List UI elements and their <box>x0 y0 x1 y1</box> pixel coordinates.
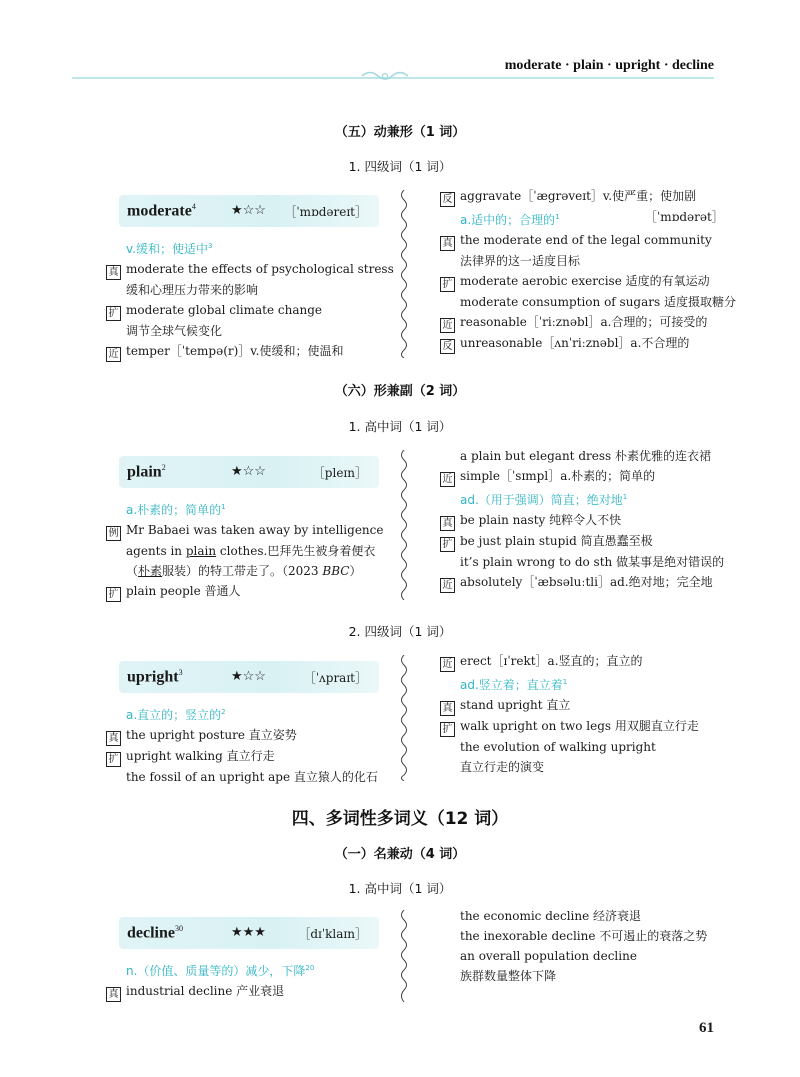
entry-header-plain <box>119 456 379 488</box>
frequency-stars: ★☆☆ <box>231 669 266 684</box>
tag-jin: 近 <box>106 347 121 362</box>
synonym-line: 近 simple［ˈsɪmpl］a.朴素的；简单的 <box>440 466 730 487</box>
tag-fan: 反 <box>440 192 455 207</box>
entry-body-upright-right <box>440 651 730 777</box>
example-line: 例 Mr Babaei was taken away by intelligence <box>106 520 396 541</box>
headword: moderate$^4$ <box>127 202 196 220</box>
column-divider <box>398 450 410 600</box>
pronunciation: ［ˈmɒdəreɪt］ <box>284 205 367 219</box>
example-line: 真 the upright posture 直立姿势 <box>106 725 396 746</box>
sense-label: v.缓和；使适中$^3$ <box>126 242 213 256</box>
example-line: 真 stand upright 直立 <box>440 695 730 716</box>
chapter-heading: 四、多词性多词义（12 词） <box>291 809 509 829</box>
example-line: moderate consumption of sugars 适度摄取糖分 <box>460 295 736 309</box>
example-line: 真 the moderate end of the legal community <box>440 230 730 251</box>
example-line: 扩 upright walking 直立行走 <box>106 746 396 767</box>
frequency-stars: ★☆☆ <box>231 464 266 479</box>
entry-body-moderate-right <box>440 186 736 354</box>
page-number: 61 <box>699 1020 714 1036</box>
example-line: the inexorable decline 不可遏止的衰落之势 <box>460 929 708 943</box>
sense-label: ad.（用于强调）简直；绝对地$^1$ <box>460 493 628 507</box>
entry-body-decline-right <box>440 906 730 986</box>
entry-body-upright-left <box>106 702 396 787</box>
tag-jin: 近 <box>440 318 455 333</box>
section-heading: （六）形兼副（2 词） <box>334 384 466 399</box>
entry-header-upright <box>119 661 379 693</box>
entry-body-moderate-left <box>106 236 396 362</box>
tag-kuo: 扩 <box>106 752 121 767</box>
example-line: the evolution of walking upright <box>460 740 656 754</box>
tag-zhen: 真 <box>106 731 121 746</box>
pronunciation: ［ˈmɒdərət］ <box>645 210 724 224</box>
pronunciation: ［pleɪn］ <box>312 466 367 480</box>
subsection-heading: 1. 高中词（1 词） <box>348 419 452 434</box>
section-heading: （一）名兼动（4 词） <box>334 847 466 862</box>
antonym-line: 反 aggravate［ˈægrəveɪt］v.使严重；使加剧 <box>440 186 730 207</box>
header-ornament <box>360 68 410 84</box>
sense-label: n.（价值、质量等的）减少，下降$^{20}$ <box>126 964 315 978</box>
example-line: 扩 moderate global climate change <box>106 300 396 321</box>
example-line: agents in plain clothes.巴拜先生被身着便衣 <box>126 544 376 558</box>
tag-jin: 近 <box>440 578 455 593</box>
section-heading: （五）动兼形（1 词） <box>334 125 466 140</box>
example-line: 真 moderate the effects of psychological stress <box>106 259 396 280</box>
tag-zhen: 真 <box>106 987 121 1002</box>
column-divider <box>398 655 410 781</box>
example-line: 扩 plain people 普通人 <box>106 581 396 602</box>
example-line: it’s plain wrong to do sth 做某事是绝对错误的 <box>460 555 725 569</box>
tag-jin: 近 <box>440 472 455 487</box>
tag-kuo: 扩 <box>106 587 121 602</box>
running-header: moderate · plain · upright · decline <box>504 58 714 73</box>
pronunciation: ［dɪˈklaɪn］ <box>298 927 367 941</box>
entry-body-plain-left <box>106 497 396 602</box>
example-line: 扩 be just plain stupid 简直愚蠢至极 <box>440 531 730 552</box>
synonym-line: 近 reasonable［ˈriːznəbl］a.合理的；可接受的 <box>440 312 730 333</box>
tag-kuo: 扩 <box>440 277 455 292</box>
translation-line: （朴素服装）的特工带走了。（2023 BBC） <box>126 564 362 578</box>
tag-kuo: 扩 <box>106 306 121 321</box>
translation-line: 缓和心理压力带来的影响 <box>126 283 259 297</box>
synonym-line: 近 absolutely［ˈæbsəluːtli］ad.绝对地；完全地 <box>440 572 730 593</box>
entry-header-decline <box>119 917 379 949</box>
example-line: 真 industrial decline 产业衰退 <box>106 981 396 1002</box>
subsection-heading: 2. 四级词（1 词） <box>348 624 452 639</box>
tag-fan: 反 <box>440 339 455 354</box>
sense-label: a.直立的；竖立的$^2$ <box>126 708 226 722</box>
sense-label: a.适中的；合理的$^1$ ［ˈmɒdərət］ <box>440 207 730 230</box>
example-line: 扩 moderate aerobic exercise 适度的有氧运动 <box>440 271 730 292</box>
headword: upright$^3$ <box>127 668 183 686</box>
entry-body-plain-right <box>440 446 730 593</box>
sense-label: a.朴素的；简单的$^1$ <box>126 503 226 517</box>
subsection-heading: 1. 四级词（1 词） <box>348 159 452 174</box>
example-line: 扩 walk upright on two legs 用双腿直立行走 <box>440 716 730 737</box>
entry-header-moderate <box>119 195 379 227</box>
tag-jin: 近 <box>440 657 455 672</box>
translation-line: 调节全球气候变化 <box>126 324 223 338</box>
tag-kuo: 扩 <box>440 537 455 552</box>
frequency-stars: ★★★ <box>231 925 266 940</box>
example-line: 真 be plain nasty 纯粹令人不快 <box>440 510 730 531</box>
translation-line: 法律界的这一适度目标 <box>460 254 581 268</box>
frequency-stars: ★☆☆ <box>231 203 266 218</box>
tag-zhen: 真 <box>440 516 455 531</box>
tag-kuo: 扩 <box>440 722 455 737</box>
sense-label: ad.竖立着；直立着$^1$ <box>460 678 568 692</box>
headword: decline$^{30}$ <box>127 924 183 942</box>
synonym-line: 近 erect［ɪˈrekt］a.竖直的；直立的 <box>440 651 730 672</box>
antonym-line: 反 unreasonable［ʌnˈriːznəbl］a.不合理的 <box>440 333 730 354</box>
tag-zhen: 真 <box>106 265 121 280</box>
entry-body-decline-left <box>106 958 396 1002</box>
column-divider <box>398 190 410 358</box>
synonym-line: 近 temper［ˈtempə(r)］v.使缓和；使温和 <box>106 341 396 362</box>
tag-zhen: 真 <box>440 701 455 716</box>
translation-line: 直立行走的演变 <box>460 760 545 774</box>
column-divider <box>398 910 410 1002</box>
tag-zhen: 真 <box>440 236 455 251</box>
translation-line: 族群数量整体下降 <box>460 969 557 983</box>
headword: plain$^2$ <box>127 463 166 481</box>
example-line: the economic decline 经济衰退 <box>460 909 642 923</box>
example-line: an overall population decline <box>460 949 637 963</box>
example-line: the fossil of an upright ape 直立猿人的化石 <box>126 770 378 784</box>
subsection-heading: 1. 高中词（1 词） <box>348 881 452 896</box>
tag-li: 例 <box>106 526 121 541</box>
pronunciation: ［ˈʌpraɪt］ <box>303 671 367 685</box>
example-line: a plain but elegant dress 朴素优雅的连衣裙 <box>460 449 711 463</box>
